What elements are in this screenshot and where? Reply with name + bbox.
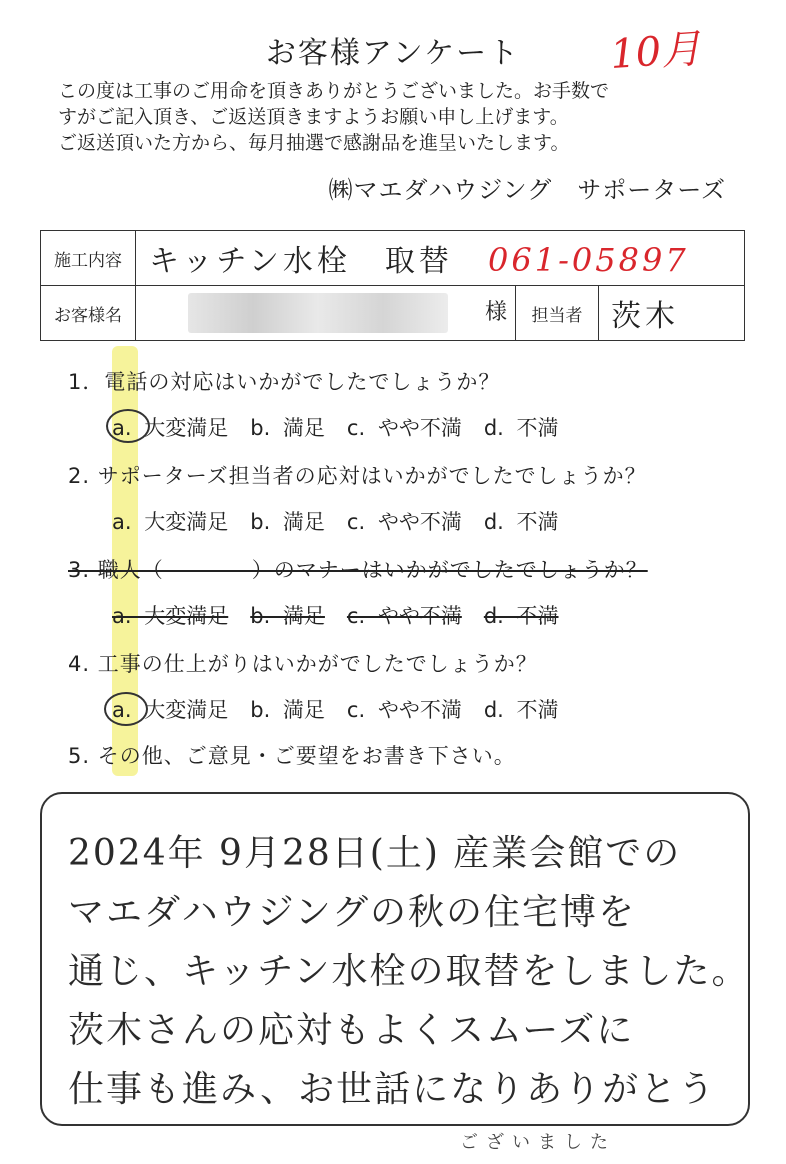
option-d[interactable]: d. 不満	[483, 698, 559, 722]
option-c[interactable]: c. やや不満	[346, 698, 462, 722]
work-value: キッチン水栓 取替	[149, 244, 453, 279]
options-4	[112, 694, 581, 724]
options-1	[112, 412, 581, 442]
options-3	[112, 600, 581, 630]
option-c[interactable]: c. やや不満	[346, 416, 462, 440]
work-label: 施工内容	[41, 231, 136, 286]
intro-line: この度は工事のご用命を頂きありがとうございました。お手数で	[58, 80, 610, 102]
option-b[interactable]: b. 満足	[250, 604, 325, 628]
redacted-name	[188, 293, 448, 333]
page-title: お客様アンケート	[265, 36, 521, 71]
comment-line: マエダハウジングの秋の住宅博を	[68, 892, 637, 933]
comment-text	[68, 824, 768, 1119]
options-2	[112, 506, 581, 536]
work-number: 061-05897	[488, 241, 689, 279]
option-a[interactable]: a. 大変満足	[112, 698, 229, 722]
customer-label: お客様名	[41, 286, 136, 341]
comment-tail: ございました	[460, 1132, 616, 1153]
comment-line: 茨木さんの応対もよくスムーズに	[68, 1010, 635, 1051]
month-note: 10月	[608, 25, 703, 79]
info-table	[40, 230, 745, 341]
work-cell	[136, 231, 745, 286]
selected-circle	[106, 409, 150, 443]
intro-text	[58, 78, 609, 156]
staff-value: 茨木	[599, 286, 745, 341]
question-2: 2. サポーターズ担当者の応対はいかがでしたでしょうか？	[68, 464, 647, 488]
question-1: 1．電話の対応はいかがでしたでしょうか？	[68, 370, 501, 394]
intro-line: ご返送頂いた方から、毎月抽選で感謝品を進呈いたします。	[58, 132, 570, 154]
staff-label: 担当者	[516, 286, 599, 341]
question-3: 3. 職人（ ）のマナーはいかがでしたでしょうか？	[68, 558, 648, 582]
option-a[interactable]: a. 大変満足	[112, 604, 229, 628]
option-c[interactable]: c. やや不満	[346, 510, 462, 534]
comment-line: 2024年 9月28日(土) 産業会館での	[68, 833, 682, 874]
option-a[interactable]: a. 大変満足	[112, 510, 229, 534]
option-c[interactable]: c. やや不満	[346, 604, 462, 628]
comment-line: 通じ、キッチン水栓の取替をしました。	[68, 951, 750, 992]
option-d[interactable]: d. 不満	[483, 604, 559, 628]
question-4: 4. 工事の仕上がりはいかがでしたでしょうか？	[68, 652, 538, 676]
selected-circle	[104, 692, 148, 726]
option-d[interactable]: d. 不満	[483, 510, 559, 534]
intro-line: すがご記入頂き、ご返送頂きますようお願い申し上げます。	[58, 106, 569, 128]
option-b[interactable]: b. 満足	[250, 416, 325, 440]
company-name: ㈱マエダハウジング サポーターズ	[328, 176, 726, 204]
question-5: 5. その他、ご意見・ご要望をお書き下さい。	[68, 744, 516, 768]
option-a[interactable]: a. 大変満足	[112, 416, 229, 440]
option-d[interactable]: d. 不満	[483, 416, 559, 440]
comment-line: 仕事も進み、お世話になりありがとう	[68, 1069, 717, 1110]
honorific: 様	[484, 300, 507, 325]
option-b[interactable]: b. 満足	[250, 510, 325, 534]
customer-cell	[136, 286, 516, 341]
option-b[interactable]: b. 満足	[250, 698, 325, 722]
